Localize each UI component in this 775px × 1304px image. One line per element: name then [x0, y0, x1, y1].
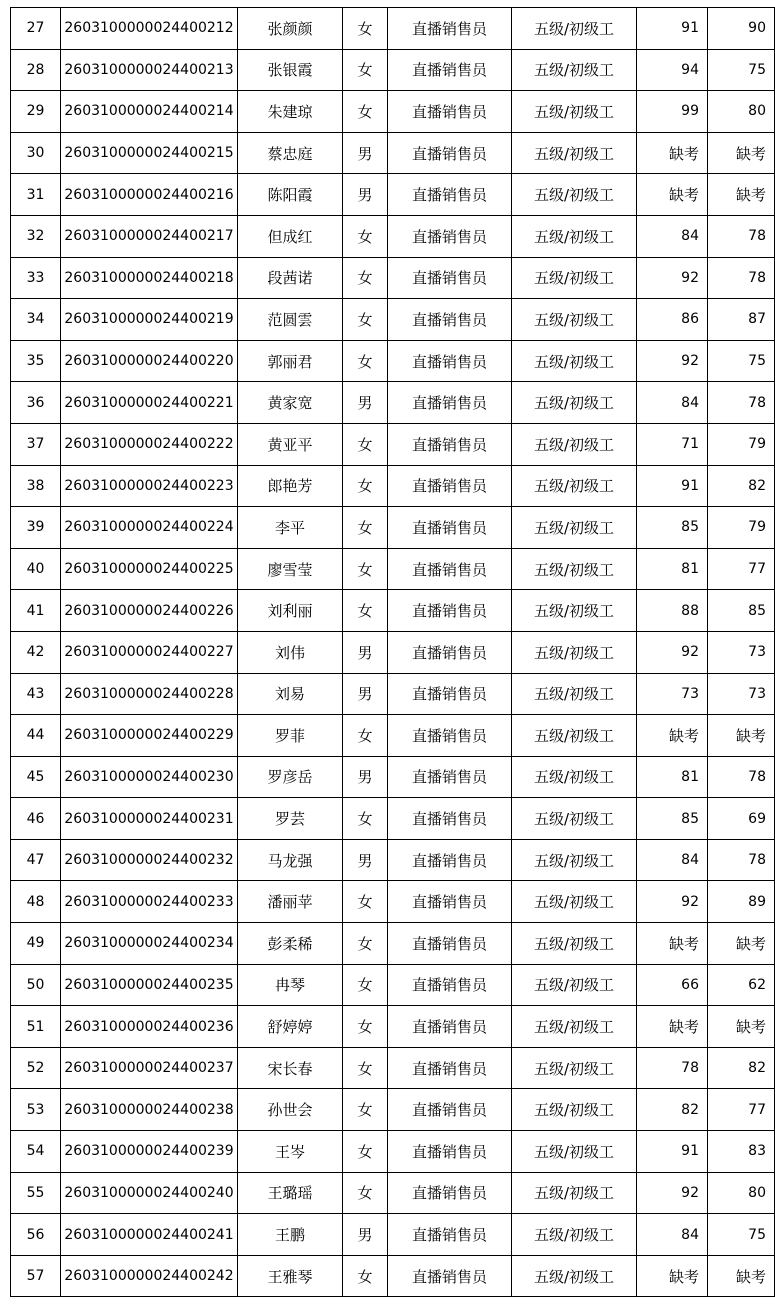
practical-score-cell: 78	[708, 382, 775, 424]
table-row	[11, 49, 775, 91]
seq-cell: 51	[11, 1006, 61, 1048]
candidate-name-cell: 李平	[238, 507, 343, 549]
practical-score-cell: 缺考	[708, 1006, 775, 1048]
occupation-cell: 直播销售员	[388, 715, 512, 757]
occupation-cell: 直播销售员	[388, 839, 512, 881]
table-row	[11, 964, 775, 1006]
theory-score-cell: 缺考	[637, 1006, 708, 1048]
practical-score-cell: 78	[708, 839, 775, 881]
gender-cell: 女	[343, 1089, 388, 1131]
gender-cell: 男	[343, 631, 388, 673]
theory-score-cell: 84	[637, 839, 708, 881]
occupation-cell: 直播销售员	[388, 257, 512, 299]
candidate-id-cell: 2603100000024400232	[61, 839, 238, 881]
occupation-cell: 直播销售员	[388, 923, 512, 965]
level-cell: 五级/初级工	[512, 756, 637, 798]
gender-cell: 女	[343, 715, 388, 757]
gender-cell: 女	[343, 8, 388, 50]
score-table	[10, 7, 775, 1297]
practical-score-cell: 82	[708, 1047, 775, 1089]
gender-cell: 女	[343, 923, 388, 965]
level-cell: 五级/初级工	[512, 1255, 637, 1297]
candidate-name-cell: 张银霞	[238, 49, 343, 91]
occupation-cell: 直播销售员	[388, 8, 512, 50]
practical-score-cell: 77	[708, 548, 775, 590]
level-cell: 五级/初级工	[512, 215, 637, 257]
gender-cell: 男	[343, 839, 388, 881]
table-row	[11, 1214, 775, 1256]
practical-score-cell: 87	[708, 299, 775, 341]
level-cell: 五级/初级工	[512, 631, 637, 673]
gender-cell: 女	[343, 881, 388, 923]
level-cell: 五级/初级工	[512, 839, 637, 881]
candidate-id-cell: 2603100000024400236	[61, 1006, 238, 1048]
candidate-name-cell: 范圆雲	[238, 299, 343, 341]
occupation-cell: 直播销售员	[388, 91, 512, 133]
practical-score-cell: 73	[708, 673, 775, 715]
level-cell: 五级/初级工	[512, 465, 637, 507]
gender-cell: 女	[343, 423, 388, 465]
candidate-name-cell: 舒婷婷	[238, 1006, 343, 1048]
occupation-cell: 直播销售员	[388, 881, 512, 923]
practical-score-cell: 75	[708, 340, 775, 382]
gender-cell: 男	[343, 756, 388, 798]
table-row	[11, 174, 775, 216]
gender-cell: 女	[343, 507, 388, 549]
candidate-name-cell: 刘利丽	[238, 590, 343, 632]
candidate-name-cell: 罗彦岳	[238, 756, 343, 798]
candidate-name-cell: 彭柔稀	[238, 923, 343, 965]
seq-cell: 44	[11, 715, 61, 757]
seq-cell: 46	[11, 798, 61, 840]
gender-cell: 女	[343, 299, 388, 341]
seq-cell: 41	[11, 590, 61, 632]
level-cell: 五级/初级工	[512, 923, 637, 965]
candidate-id-cell: 2603100000024400214	[61, 91, 238, 133]
occupation-cell: 直播销售员	[388, 548, 512, 590]
candidate-id-cell: 2603100000024400227	[61, 631, 238, 673]
level-cell: 五级/初级工	[512, 91, 637, 133]
theory-score-cell: 92	[637, 257, 708, 299]
candidate-name-cell: 宋长春	[238, 1047, 343, 1089]
table-row	[11, 1006, 775, 1048]
practical-score-cell: 75	[708, 1214, 775, 1256]
occupation-cell: 直播销售员	[388, 507, 512, 549]
seq-cell: 43	[11, 673, 61, 715]
table-row	[11, 756, 775, 798]
practical-score-cell: 82	[708, 465, 775, 507]
table-row	[11, 1131, 775, 1173]
practical-score-cell: 80	[708, 1172, 775, 1214]
theory-score-cell: 缺考	[637, 923, 708, 965]
gender-cell: 女	[343, 91, 388, 133]
level-cell: 五级/初级工	[512, 257, 637, 299]
score-table-body	[11, 8, 775, 1297]
practical-score-cell: 62	[708, 964, 775, 1006]
seq-cell: 45	[11, 756, 61, 798]
gender-cell: 女	[343, 548, 388, 590]
candidate-name-cell: 黄家宽	[238, 382, 343, 424]
candidate-id-cell: 2603100000024400226	[61, 590, 238, 632]
theory-score-cell: 78	[637, 1047, 708, 1089]
gender-cell: 女	[343, 465, 388, 507]
candidate-id-cell: 2603100000024400217	[61, 215, 238, 257]
gender-cell: 男	[343, 382, 388, 424]
gender-cell: 女	[343, 590, 388, 632]
table-row	[11, 1047, 775, 1089]
occupation-cell: 直播销售员	[388, 1255, 512, 1297]
gender-cell: 女	[343, 340, 388, 382]
table-row	[11, 340, 775, 382]
candidate-id-cell: 2603100000024400237	[61, 1047, 238, 1089]
practical-score-cell: 缺考	[708, 715, 775, 757]
level-cell: 五级/初级工	[512, 49, 637, 91]
gender-cell: 女	[343, 1006, 388, 1048]
theory-score-cell: 81	[637, 548, 708, 590]
candidate-name-cell: 朱建琼	[238, 91, 343, 133]
candidate-name-cell: 段茜诺	[238, 257, 343, 299]
table-row	[11, 91, 775, 133]
candidate-name-cell: 黄亚平	[238, 423, 343, 465]
candidate-id-cell: 2603100000024400216	[61, 174, 238, 216]
table-row	[11, 590, 775, 632]
candidate-id-cell: 2603100000024400230	[61, 756, 238, 798]
candidate-id-cell: 2603100000024400221	[61, 382, 238, 424]
table-row	[11, 923, 775, 965]
occupation-cell: 直播销售员	[388, 1172, 512, 1214]
seq-cell: 35	[11, 340, 61, 382]
theory-score-cell: 缺考	[637, 132, 708, 174]
practical-score-cell: 79	[708, 507, 775, 549]
table-row	[11, 715, 775, 757]
occupation-cell: 直播销售员	[388, 132, 512, 174]
table-row	[11, 631, 775, 673]
candidate-name-cell: 冉琴	[238, 964, 343, 1006]
occupation-cell: 直播销售员	[388, 1047, 512, 1089]
candidate-name-cell: 蔡忠庭	[238, 132, 343, 174]
practical-score-cell: 75	[708, 49, 775, 91]
table-row	[11, 881, 775, 923]
practical-score-cell: 85	[708, 590, 775, 632]
seq-cell: 27	[11, 8, 61, 50]
theory-score-cell: 71	[637, 423, 708, 465]
practical-score-cell: 缺考	[708, 132, 775, 174]
level-cell: 五级/初级工	[512, 8, 637, 50]
practical-score-cell: 77	[708, 1089, 775, 1131]
theory-score-cell: 99	[637, 91, 708, 133]
table-row	[11, 257, 775, 299]
level-cell: 五级/初级工	[512, 299, 637, 341]
gender-cell: 女	[343, 257, 388, 299]
seq-cell: 52	[11, 1047, 61, 1089]
candidate-id-cell: 2603100000024400242	[61, 1255, 238, 1297]
table-row	[11, 839, 775, 881]
level-cell: 五级/初级工	[512, 1047, 637, 1089]
table-row	[11, 548, 775, 590]
candidate-name-cell: 王璐瑶	[238, 1172, 343, 1214]
seq-cell: 39	[11, 507, 61, 549]
table-row	[11, 423, 775, 465]
candidate-id-cell: 2603100000024400224	[61, 507, 238, 549]
level-cell: 五级/初级工	[512, 798, 637, 840]
seq-cell: 50	[11, 964, 61, 1006]
candidate-id-cell: 2603100000024400213	[61, 49, 238, 91]
occupation-cell: 直播销售员	[388, 340, 512, 382]
seq-cell: 36	[11, 382, 61, 424]
table-row	[11, 8, 775, 50]
gender-cell: 女	[343, 1131, 388, 1173]
occupation-cell: 直播销售员	[388, 299, 512, 341]
candidate-id-cell: 2603100000024400212	[61, 8, 238, 50]
theory-score-cell: 85	[637, 507, 708, 549]
table-row	[11, 299, 775, 341]
seq-cell: 32	[11, 215, 61, 257]
practical-score-cell: 79	[708, 423, 775, 465]
theory-score-cell: 92	[637, 631, 708, 673]
practical-score-cell: 69	[708, 798, 775, 840]
seq-cell: 38	[11, 465, 61, 507]
level-cell: 五级/初级工	[512, 673, 637, 715]
level-cell: 五级/初级工	[512, 715, 637, 757]
theory-score-cell: 92	[637, 340, 708, 382]
seq-cell: 29	[11, 91, 61, 133]
seq-cell: 37	[11, 423, 61, 465]
practical-score-cell: 90	[708, 8, 775, 50]
level-cell: 五级/初级工	[512, 1131, 637, 1173]
occupation-cell: 直播销售员	[388, 465, 512, 507]
theory-score-cell: 91	[637, 8, 708, 50]
theory-score-cell: 84	[637, 215, 708, 257]
practical-score-cell: 78	[708, 257, 775, 299]
occupation-cell: 直播销售员	[388, 673, 512, 715]
candidate-name-cell: 刘伟	[238, 631, 343, 673]
seq-cell: 30	[11, 132, 61, 174]
candidate-name-cell: 陈阳霞	[238, 174, 343, 216]
seq-cell: 54	[11, 1131, 61, 1173]
level-cell: 五级/初级工	[512, 132, 637, 174]
candidate-id-cell: 2603100000024400220	[61, 340, 238, 382]
candidate-name-cell: 廖雪莹	[238, 548, 343, 590]
seq-cell: 48	[11, 881, 61, 923]
candidate-id-cell: 2603100000024400239	[61, 1131, 238, 1173]
level-cell: 五级/初级工	[512, 1089, 637, 1131]
occupation-cell: 直播销售员	[388, 1089, 512, 1131]
candidate-id-cell: 2603100000024400241	[61, 1214, 238, 1256]
occupation-cell: 直播销售员	[388, 964, 512, 1006]
occupation-cell: 直播销售员	[388, 1131, 512, 1173]
gender-cell: 女	[343, 1255, 388, 1297]
theory-score-cell: 缺考	[637, 715, 708, 757]
seq-cell: 55	[11, 1172, 61, 1214]
table-row	[11, 1089, 775, 1131]
candidate-id-cell: 2603100000024400238	[61, 1089, 238, 1131]
theory-score-cell: 缺考	[637, 174, 708, 216]
level-cell: 五级/初级工	[512, 1172, 637, 1214]
gender-cell: 女	[343, 49, 388, 91]
theory-score-cell: 86	[637, 299, 708, 341]
theory-score-cell: 73	[637, 673, 708, 715]
seq-cell: 49	[11, 923, 61, 965]
candidate-name-cell: 孙世会	[238, 1089, 343, 1131]
occupation-cell: 直播销售员	[388, 382, 512, 424]
candidate-id-cell: 2603100000024400219	[61, 299, 238, 341]
practical-score-cell: 缺考	[708, 923, 775, 965]
candidate-id-cell: 2603100000024400231	[61, 798, 238, 840]
candidate-name-cell: 但成红	[238, 215, 343, 257]
seq-cell: 53	[11, 1089, 61, 1131]
candidate-id-cell: 2603100000024400228	[61, 673, 238, 715]
practical-score-cell: 缺考	[708, 174, 775, 216]
seq-cell: 42	[11, 631, 61, 673]
seq-cell: 40	[11, 548, 61, 590]
level-cell: 五级/初级工	[512, 881, 637, 923]
candidate-id-cell: 2603100000024400218	[61, 257, 238, 299]
theory-score-cell: 92	[637, 1172, 708, 1214]
candidate-id-cell: 2603100000024400235	[61, 964, 238, 1006]
candidate-name-cell: 罗菲	[238, 715, 343, 757]
theory-score-cell: 91	[637, 465, 708, 507]
seq-cell: 47	[11, 839, 61, 881]
level-cell: 五级/初级工	[512, 423, 637, 465]
candidate-id-cell: 2603100000024400222	[61, 423, 238, 465]
table-row	[11, 798, 775, 840]
candidate-id-cell: 2603100000024400223	[61, 465, 238, 507]
theory-score-cell: 92	[637, 881, 708, 923]
practical-score-cell: 89	[708, 881, 775, 923]
table-row	[11, 382, 775, 424]
candidate-name-cell: 马龙强	[238, 839, 343, 881]
candidate-name-cell: 王岑	[238, 1131, 343, 1173]
theory-score-cell: 84	[637, 382, 708, 424]
level-cell: 五级/初级工	[512, 1006, 637, 1048]
table-row	[11, 507, 775, 549]
seq-cell: 28	[11, 49, 61, 91]
seq-cell: 56	[11, 1214, 61, 1256]
occupation-cell: 直播销售员	[388, 590, 512, 632]
seq-cell: 33	[11, 257, 61, 299]
occupation-cell: 直播销售员	[388, 423, 512, 465]
theory-score-cell: 85	[637, 798, 708, 840]
table-row	[11, 1255, 775, 1297]
gender-cell: 女	[343, 1047, 388, 1089]
candidate-id-cell: 2603100000024400229	[61, 715, 238, 757]
level-cell: 五级/初级工	[512, 964, 637, 1006]
theory-score-cell: 82	[637, 1089, 708, 1131]
occupation-cell: 直播销售员	[388, 215, 512, 257]
gender-cell: 男	[343, 1214, 388, 1256]
seq-cell: 31	[11, 174, 61, 216]
candidate-name-cell: 郭丽君	[238, 340, 343, 382]
theory-score-cell: 84	[637, 1214, 708, 1256]
gender-cell: 女	[343, 964, 388, 1006]
practical-score-cell: 73	[708, 631, 775, 673]
candidate-name-cell: 罗芸	[238, 798, 343, 840]
candidate-id-cell: 2603100000024400240	[61, 1172, 238, 1214]
level-cell: 五级/初级工	[512, 1214, 637, 1256]
theory-score-cell: 81	[637, 756, 708, 798]
practical-score-cell: 83	[708, 1131, 775, 1173]
level-cell: 五级/初级工	[512, 174, 637, 216]
level-cell: 五级/初级工	[512, 340, 637, 382]
table-row	[11, 215, 775, 257]
occupation-cell: 直播销售员	[388, 1006, 512, 1048]
occupation-cell: 直播销售员	[388, 756, 512, 798]
candidate-name-cell: 张颜颜	[238, 8, 343, 50]
candidate-id-cell: 2603100000024400234	[61, 923, 238, 965]
theory-score-cell: 88	[637, 590, 708, 632]
candidate-id-cell: 2603100000024400233	[61, 881, 238, 923]
practical-score-cell: 80	[708, 91, 775, 133]
theory-score-cell: 91	[637, 1131, 708, 1173]
gender-cell: 男	[343, 132, 388, 174]
occupation-cell: 直播销售员	[388, 1214, 512, 1256]
seq-cell: 57	[11, 1255, 61, 1297]
seq-cell: 34	[11, 299, 61, 341]
gender-cell: 男	[343, 174, 388, 216]
candidate-name-cell: 郎艳芳	[238, 465, 343, 507]
occupation-cell: 直播销售员	[388, 174, 512, 216]
table-row	[11, 465, 775, 507]
practical-score-cell: 78	[708, 756, 775, 798]
gender-cell: 女	[343, 1172, 388, 1214]
practical-score-cell: 缺考	[708, 1255, 775, 1297]
gender-cell: 男	[343, 673, 388, 715]
candidate-name-cell: 王雅琴	[238, 1255, 343, 1297]
candidate-id-cell: 2603100000024400215	[61, 132, 238, 174]
table-row	[11, 1172, 775, 1214]
level-cell: 五级/初级工	[512, 507, 637, 549]
theory-score-cell: 94	[637, 49, 708, 91]
table-row	[11, 673, 775, 715]
level-cell: 五级/初级工	[512, 590, 637, 632]
practical-score-cell: 78	[708, 215, 775, 257]
theory-score-cell: 66	[637, 964, 708, 1006]
candidate-name-cell: 潘丽苹	[238, 881, 343, 923]
level-cell: 五级/初级工	[512, 548, 637, 590]
candidate-name-cell: 刘易	[238, 673, 343, 715]
occupation-cell: 直播销售员	[388, 49, 512, 91]
candidate-id-cell: 2603100000024400225	[61, 548, 238, 590]
gender-cell: 女	[343, 798, 388, 840]
occupation-cell: 直播销售员	[388, 798, 512, 840]
theory-score-cell: 缺考	[637, 1255, 708, 1297]
occupation-cell: 直播销售员	[388, 631, 512, 673]
table-row	[11, 132, 775, 174]
candidate-name-cell: 王鹏	[238, 1214, 343, 1256]
gender-cell: 女	[343, 215, 388, 257]
level-cell: 五级/初级工	[512, 382, 637, 424]
